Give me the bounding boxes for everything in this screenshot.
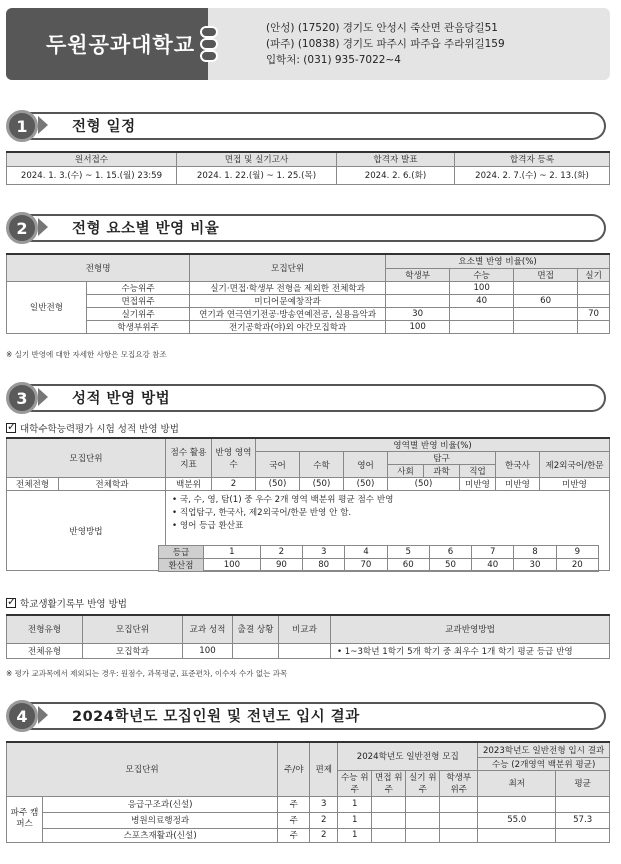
grade-cell: 6: [429, 546, 471, 559]
csat-header-score: 점수 활용 지표: [166, 438, 212, 478]
section-number: 2: [6, 212, 38, 244]
record-note: ※ 평가 교과목에서 제외되는 경우: 원점수, 과목평균, 표준편차, 이수자 수가 없는 과목: [6, 669, 288, 678]
grade-cell: 7: [472, 546, 514, 559]
ratio-type: 면접위주: [87, 294, 190, 307]
record-table: [6, 614, 610, 659]
schedule-cell: 2024. 2. 7.(수) ~ 2. 13.(화): [455, 166, 610, 184]
quota-avg: [556, 828, 610, 842]
csat-cell: 전체학과: [59, 478, 166, 491]
csat-cell: 미반영: [496, 478, 540, 491]
section-number: 1: [6, 110, 38, 142]
school-header: [6, 8, 610, 80]
quota-header-2024: 2024학년도 일반전형 모집: [338, 742, 478, 770]
csat-cell: 전체전형: [7, 478, 59, 491]
csat-subtitle: [6, 421, 179, 435]
schedule-header: 합격자 발표: [337, 152, 455, 166]
conv-cell: 50: [429, 559, 471, 572]
method-bullet: • 영어 등급 환산표: [172, 521, 244, 531]
csat-col-korean: 국어: [256, 452, 300, 478]
ratio-value: [514, 320, 578, 333]
binder-ring-icon: [200, 38, 218, 50]
ratio-header-type: 전형명: [7, 254, 190, 281]
quota-value: [372, 812, 406, 828]
schedule-header: 면접 및 실기고사: [177, 152, 337, 166]
csat-cell: 미반영: [540, 478, 610, 491]
csat-col-language: 제2외국어/한문: [540, 452, 610, 478]
ratio-unit: 미디어문예창작과: [190, 294, 386, 307]
method-bullet: • 직업탐구, 한국사, 제2외국어/한문 반영 안 함.: [172, 508, 352, 518]
ratio-value: 100: [450, 281, 514, 294]
admissions-phone: 입학처: (031) 935-7022~4: [266, 54, 401, 66]
record-header: 전형유형: [7, 615, 83, 643]
quota-table: [6, 741, 610, 843]
record-header: 교과반영방법: [331, 615, 610, 643]
quota-transfer: 2: [310, 828, 338, 842]
schedule-cell: 2024. 1. 22.(월) ~ 1. 25.(목): [177, 166, 337, 184]
csat-col-science: 과학: [424, 465, 460, 478]
quota-unit: 응급구조과(신설): [43, 796, 278, 812]
quota-min: 55.0: [478, 812, 556, 828]
section-ratio-header: [6, 212, 610, 242]
csat-cell: 백분위: [166, 478, 212, 491]
ratio-note: ※ 실기 반영에 대한 자세한 사항은 모집요강 참조: [6, 350, 167, 359]
quota-daynight: 주: [278, 796, 310, 812]
ratio-value: [578, 281, 610, 294]
ratio-value: 100: [386, 320, 450, 333]
quota-daynight: 주: [278, 812, 310, 828]
quota-daynight: 주: [278, 828, 310, 842]
quota-min: [478, 796, 556, 812]
schedule-header: 원서접수: [7, 152, 177, 166]
binder-ring-icon: [200, 50, 218, 62]
ratio-header-ratio: 요소별 반영 비율(%): [386, 254, 610, 268]
grade-cell: 5: [387, 546, 429, 559]
ratio-value: [578, 320, 610, 333]
ratio-value: [514, 307, 578, 320]
quota-transfer: 3: [310, 796, 338, 812]
quota-avg: [556, 796, 610, 812]
method-label: 반영방법: [7, 491, 166, 571]
ratio-type: 수능위주: [87, 281, 190, 294]
record-cell: 모집학과: [83, 643, 183, 658]
checkbox-icon: [6, 423, 16, 433]
ratio-value: 70: [578, 307, 610, 320]
quota-col-header: 평균: [556, 770, 610, 796]
grade-cell: 4: [345, 546, 387, 559]
section-title: 전형 일정: [72, 119, 136, 135]
conv-cell: 90: [260, 559, 302, 572]
csat-cell: (50): [300, 478, 344, 491]
quota-value: [372, 796, 406, 812]
csat-header-ratio: 영역별 반영 비율(%): [256, 438, 610, 452]
record-header: 교과 성적: [183, 615, 233, 643]
school-name: 두원공과대학교: [6, 8, 208, 80]
anseong-address: (안성) (17520) 경기도 안성시 죽산면 관음당길51: [266, 22, 498, 34]
ratio-header-unit: 모집단위: [190, 254, 386, 281]
quota-col-header: 학생부 위주: [440, 770, 478, 796]
ratio-value: 40: [450, 294, 514, 307]
record-cell: 전체유형: [7, 643, 83, 658]
record-subtitle-text: 학교생활기록부 반영 방법: [20, 599, 127, 610]
checkbox-icon: [6, 598, 16, 608]
ratio-unit: 전기공학과(야)외 야간모집학과: [190, 320, 386, 333]
csat-cell: (50): [388, 478, 460, 491]
csat-cell: 미반영: [460, 478, 496, 491]
section-title: 전형 요소별 반영 비율: [72, 221, 220, 237]
csat-subtitle-text: 대학수학능력평가 시험 성적 반영 방법: [20, 424, 179, 435]
quota-header-2023: 2023학년도 일반전형 입시 결과: [478, 742, 610, 757]
quota-col-header: 수능 위주: [338, 770, 372, 796]
section-number: 4: [6, 700, 38, 732]
grade-cell: 3: [303, 546, 345, 559]
ratio-col-header: 학생부: [386, 268, 450, 281]
quota-value: [440, 828, 478, 842]
quota-value: [440, 812, 478, 828]
conv-cell: 70: [345, 559, 387, 572]
conv-cell: 20: [556, 559, 598, 572]
schedule-table: [6, 151, 610, 185]
ratio-value: 30: [386, 307, 450, 320]
paju-address: (파주) (10838) 경기도 파주시 파주읍 주라위길159: [266, 38, 505, 50]
quota-value: 1: [338, 812, 372, 828]
quota-value: 1: [338, 828, 372, 842]
quota-header-unit: 모집단위: [7, 742, 278, 796]
record-header: 모집단위: [83, 615, 183, 643]
quota-header-2023-sub: 수능 (2개영역 백분위 평균): [478, 757, 610, 770]
ratio-value: [514, 281, 578, 294]
csat-header-count: 반영 영역수: [212, 438, 256, 478]
ratio-table: [6, 253, 610, 334]
quota-value: [406, 796, 440, 812]
csat-cell: (50): [344, 478, 388, 491]
ratio-value: [450, 307, 514, 320]
quota-avg: 57.3: [556, 812, 610, 828]
quota-col-header: 면접 위주: [372, 770, 406, 796]
section-quota-header: [6, 700, 610, 730]
ratio-type: 실기위주: [87, 307, 190, 320]
schedule-header: 합격자 등록: [455, 152, 610, 166]
ratio-value: [386, 294, 450, 307]
english-grade-table: [158, 545, 599, 572]
binder-ring-icon: [200, 26, 218, 38]
schedule-cell: 2024. 1. 3.(수) ~ 1. 15.(월) 23:59: [7, 166, 177, 184]
ratio-group: 일반전형: [7, 281, 87, 333]
record-cell: [233, 643, 279, 658]
ratio-type: 학생부위주: [87, 320, 190, 333]
record-cell: • 1~3학년 1학기 5개 학기 중 최우수 1개 학기 평균 등급 반영: [331, 643, 610, 658]
record-cell: 100: [183, 643, 233, 658]
csat-col-history: 한국사: [496, 452, 540, 478]
conv-label: 환산점: [159, 559, 204, 572]
grade-cell: 9: [556, 546, 598, 559]
csat-col-job: 직업: [460, 465, 496, 478]
section-number: 3: [6, 382, 38, 414]
csat-col-english: 영어: [344, 452, 388, 478]
quota-value: [406, 828, 440, 842]
ratio-value: [578, 294, 610, 307]
conv-cell: 100: [204, 559, 261, 572]
method-bullet: • 국, 수, 영, 탐(1) 중 우수 2개 영역 백분위 평균 점수 반영: [172, 495, 394, 505]
record-subtitle: [6, 596, 127, 610]
record-header: 출결 상황: [233, 615, 279, 643]
record-header: 비교과: [279, 615, 331, 643]
ratio-value: [386, 281, 450, 294]
ratio-unit: 실기·면접·학생부 전형을 제외한 전체학과: [190, 281, 386, 294]
ratio-unit: 연기과 연극연기전공·방송연예전공, 실용음악과: [190, 307, 386, 320]
grade-cell: 2: [260, 546, 302, 559]
quota-col-header: 실기 위주: [406, 770, 440, 796]
section-title: 2024학년도 모집인원 및 전년도 입시 결과: [72, 709, 360, 725]
quota-header-transfer: 편제: [310, 742, 338, 796]
quota-value: [406, 812, 440, 828]
csat-col-social: 사회: [388, 465, 424, 478]
schedule-cell: 2024. 2. 6.(화): [337, 166, 455, 184]
conv-cell: 80: [303, 559, 345, 572]
grade-label: 등급: [159, 546, 204, 559]
record-cell: [279, 643, 331, 658]
csat-cell: (50): [256, 478, 300, 491]
csat-header-unit: 모집단위: [7, 438, 166, 478]
quota-value: [372, 828, 406, 842]
quota-transfer: 2: [310, 812, 338, 828]
campus-label: 파주 캠퍼스: [7, 796, 43, 842]
ratio-col-header: 면접: [514, 268, 578, 281]
conv-cell: 30: [514, 559, 556, 572]
quota-unit: 스포츠재활과(신설): [43, 828, 278, 842]
school-contact: [266, 20, 505, 68]
csat-cell: 2: [212, 478, 256, 491]
quota-min: [478, 828, 556, 842]
ratio-value: [450, 320, 514, 333]
section-score-header: [6, 382, 610, 412]
csat-col-math: 수학: [300, 452, 344, 478]
ratio-col-header: 수능: [450, 268, 514, 281]
section-title: 성적 반영 방법: [72, 391, 171, 407]
grade-cell: 1: [204, 546, 261, 559]
quota-value: [440, 796, 478, 812]
ratio-col-header: 실기: [578, 268, 610, 281]
conv-cell: 40: [472, 559, 514, 572]
quota-col-header: 최저: [478, 770, 556, 796]
quota-value: 1: [338, 796, 372, 812]
quota-unit: 병원의료행정과: [43, 812, 278, 828]
grade-cell: 8: [514, 546, 556, 559]
section-schedule-header: [6, 110, 610, 140]
quota-header-daynight: 주/야: [278, 742, 310, 796]
csat-col-inquiry: 탐구: [388, 452, 496, 465]
ratio-value: 60: [514, 294, 578, 307]
conv-cell: 60: [387, 559, 429, 572]
